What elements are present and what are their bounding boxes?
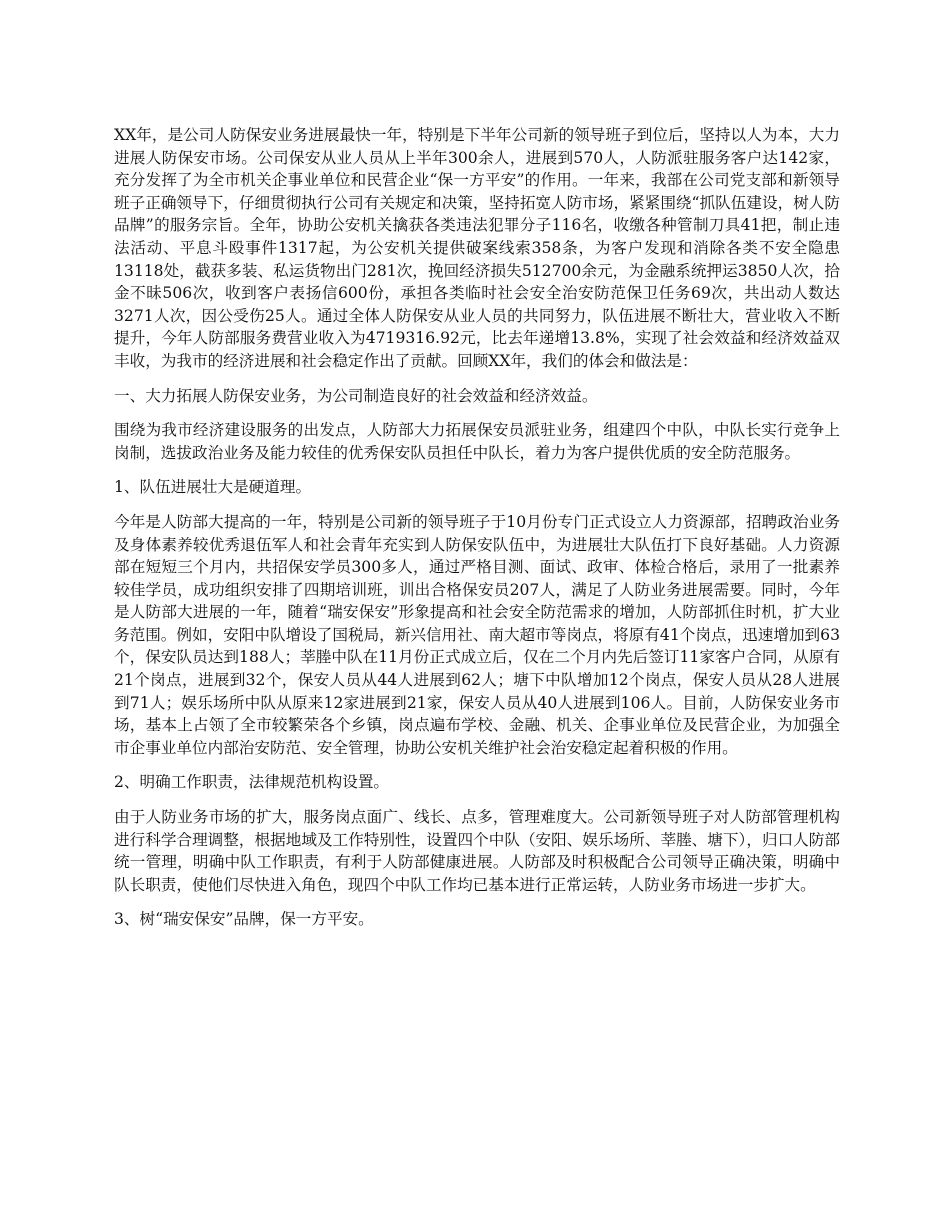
section-paragraph-1: 围绕为我市经济建设服务的出发点，人防部大力拓展保安员派驻业务，组建四个中队，中队长实行竞争上岗制，选拔政治业务及能力较佳的优秀保安队员担任中队长，着力为客户提供优质的安全防范服务。 <box>114 421 840 462</box>
intro-paragraph: XX年，是公司人防保安业务进展最快一年，特别是下半年公司新的领导班子到位后，坚持以人为本，大力进展人防保安市场。公司保安从业人员从上半年300余人，进展到570人，人防派驻服务客户达142家，充分发挥了为全市机关企事业单位和民营企业“保一方平安”的作用。一年来，我部在公司党支部和新领导班子正确领导下，仔细贯彻执行公司有关规定和决策，坚持拓宽人防市场，紧紧围绕“抓队伍建设，树人防品牌”的服务宗旨。全年，协助公安机关擒获各类违法犯罪分子116名，收缴各种管制刀具41把，制止违法活动、平息斗殴事件1317起，为公安机关提供破案线索358条，为客户发现和消除各类不安全隐患13118处，截获多装、私运货物出门281次，挽回经济损失512700余元，为金融系统押运3850人次，拾金不昧506次，收到客户表扬信600份，承担各类临时社会安全治安防范保卫任务69次，共出动人数达3271人次，因公受伤25人。通过全体人防保安从业人员的共同努力，队伍进展不断壮大，营业收入不断提升，今年人防部服务费营业收入为4719316.92元，比去年递增13.8%，实现了社会效益和经济效益双丰收，为我市的经济进展和社会稳定作出了贡献。回顾XX年，我们的体会和做法是： <box>114 126 840 370</box>
section-heading-1: 一、大力拓展人防保安业务，为公司制造良好的社会效益和经济效益。 <box>114 386 598 405</box>
document-body <box>114 124 840 943</box>
subsection-paragraph-2: 由于人防业务市场的扩大，服务岗点面广、线长、点多，管理难度大。公司新领导班子对人防部管理机构进行科学合理调整，根据地域及工作特别性，设置四个中队（安阳、娱乐场所、莘塍、塘下），归口人防部统一管理，明确中队工作职责，有利于人防部健康进展。人防部及时积极配合公司领导正确决策，明确中队长职责，使他们尽快进入角色，现四个中队工作均已基本进行正常运转，人防业务市场进一步扩大。 <box>114 808 840 894</box>
subsection-heading-3: 3、树“瑞安保安”品牌，保一方平安。 <box>114 910 374 929</box>
subsection-heading-1: 1、队伍进展壮大是硬道理。 <box>114 478 312 497</box>
subsection-heading-2: 2、明确工作职责，法律规范机构设置。 <box>114 773 390 792</box>
subsection-paragraph-1: 今年是人防部大提高的一年，特别是公司新的领导班子于10月份专门正式设立人力资源部，招聘政治业务及身体素养较优秀退伍军人和社会青年充实到人防保安队伍中，为进展壮大队伍打下良好基础。人力资源部在短短三个月内，共招保安学员300多人，通过严格目测、面试、政审、体检合格后，录用了一批素养较佳学员，成功组织安排了四期培训班，训出合格保安员207人，满足了人防业务进展需要。同时，今年是人防部大进展的一年，随着“瑞安保安”形象提高和社会安全防范需求的增加，人防部抓住时机，扩大业务范围。例如，安阳中队增设了国税局，新兴信用社、南大超市等岗点，将原有41个岗点，迅速增加到63个，保安队员达到188人；莘塍中队在11月份正式成立后，仅在二个月内先后签订11家客户合同，从原有21个岗点，进展到32个，保安人员从44人进展到62人；塘下中队增加12个岗点，保安人员从28人进展到71人；娱乐场所中队从原来12家进展到21家，保安人员从40人进展到106人。目前，人防保安业务市场，基本上占领了全市较繁荣各个乡镇，岗点遍布学校、金融、机关、企事业单位及民营企业，为加强全市企事业单位内部治安防范、安全管理，协助公安机关维护社会治安稳定起着积极的作用。 <box>114 512 840 757</box>
